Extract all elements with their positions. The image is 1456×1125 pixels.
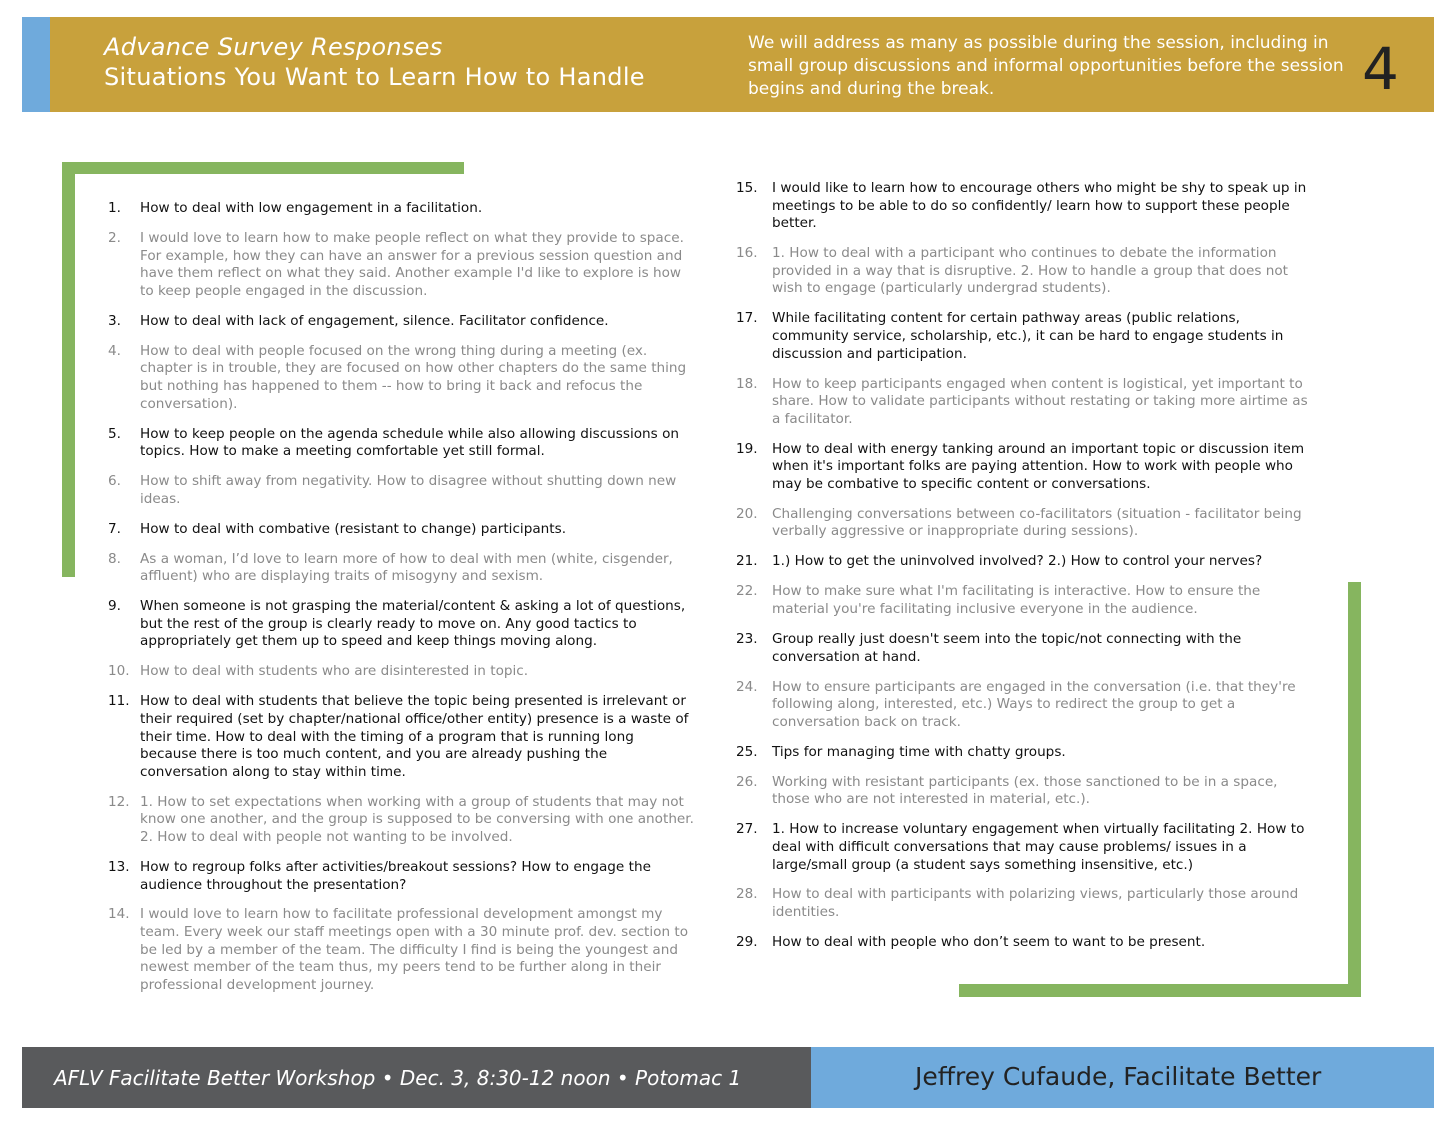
list-item (736, 553, 1308, 571)
list-item (736, 886, 1308, 921)
item-text: While facilitating content for certain pathway areas (public relations, community service, scholarship, etc.), it can be hard to engage students in discussion and participation. (772, 310, 1284, 362)
item-text: Tips for managing time with chatty groups. (772, 743, 1066, 760)
item-text: How to deal with people focused on the wrong thing during a meeting (ex. chapter is in trouble, they are focused on how other chapters do the same thing but nothing has happened to them -- how to bring it back and refocus the conversation). (140, 342, 687, 412)
item-text: I would like to learn how to encourage others who might be shy to speak up in meetings to be able to do so confidently/ learn how to support these people better. (772, 180, 1307, 232)
item-text: Challenging conversations between co-facilitators (situation - facilitator being verbally aggressive or inappropriate during sessions). (772, 505, 1302, 540)
item-number: 25. (736, 743, 758, 760)
page-number: 4 (1362, 35, 1399, 103)
item-number: 4. (108, 342, 121, 359)
item-number: 9. (108, 598, 121, 615)
item-text: How to deal with students who are disinterested in topic. (140, 663, 529, 680)
item-text: How to shift away from negativity. How to disagree without shutting down new ideas. (140, 473, 677, 507)
item-text: 1. How to increase voluntary engagement when virtually facilitating 2. How to deal with difficult conversations that may cause problems/ issues in a large/small group (a student says something insensitive, etc.) (772, 821, 1305, 873)
item-number: 2. (108, 229, 121, 246)
item-number: 10. (108, 663, 130, 680)
header-note: We will address as many as possible during the session, including in small group discussions and informal opportunities before the session begins and during the break. (748, 33, 1344, 99)
item-number: 26. (736, 773, 758, 790)
list-item (104, 663, 694, 681)
item-number: 18. (736, 375, 758, 392)
item-number: 21. (736, 553, 758, 570)
list-item (104, 200, 694, 218)
item-text: When someone is not grasping the material/content & asking a lot of questions, but the rest of the group is clearly ready to move on. Any good tactics to appropriately get them up to speed and keep things moving along. (140, 598, 686, 650)
item-number: 12. (108, 793, 130, 810)
item-text: I would love to learn how to facilitate professional development amongst my team. Every week our staff meetings open with a 30 minute prof. dev. section to be led by a member of the team. The difficulty I find is being the youngest and newest member of the team thus, my peers tend to be further along in their professional development journey. (140, 906, 689, 993)
item-number: 17. (736, 310, 758, 327)
item-text: How to deal with lack of engagement, silence. Facilitator confidence. (140, 312, 609, 329)
item-number: 7. (108, 520, 121, 537)
item-text: How to deal with people who don’t seem to want to be present. (772, 934, 1206, 951)
item-number: 22. (736, 583, 758, 600)
item-number: 27. (736, 821, 758, 838)
list-item (736, 376, 1308, 429)
list-item (104, 426, 694, 461)
item-text: 1. How to set expectations when working with a group of students that may not know one another, and the group is supposed to be conversing with one another. 2. How to deal with people not wanting to be involved. (140, 793, 694, 845)
list-item (736, 583, 1308, 618)
item-number: 13. (108, 858, 130, 875)
item-text: Working with resistant participants (ex. those sanctioned to be in a space, those who are not interested in material, etc.). (772, 773, 1278, 808)
item-text: How to deal with energy tanking around an important topic or discussion item when it's important folks are paying attention. How to work with people who may be combative to specific content or conversations. (772, 440, 1305, 492)
item-number: 24. (736, 678, 758, 695)
list-item (104, 313, 694, 331)
bracket-top-left-vertical (62, 162, 75, 577)
list-item (736, 506, 1308, 541)
list-item (104, 859, 694, 894)
list-item (736, 821, 1308, 874)
title-line-1: Advance Survey Responses (104, 33, 443, 61)
list-item (104, 521, 694, 539)
list-item (104, 906, 694, 994)
item-text: How to deal with combative (resistant to change) participants. (140, 520, 567, 537)
responses-list-right (736, 180, 1308, 964)
list-item (736, 679, 1308, 732)
item-text: I would love to learn how to make people reflect on what they provide to space. For example, how they can have an answer for a previous session question and have them reflect on what they said. Another example I'd like to explore is how to keep people engaged in the discussion. (140, 229, 684, 299)
item-text: How to ensure participants are engaged in the conversation (i.e. that they're following along, interested, etc.) Ways to redirect the group to get a conversation back on track. (772, 678, 1296, 730)
list-item (104, 230, 694, 300)
item-number: 6. (108, 473, 121, 490)
item-text: How to deal with participants with polarizing views, particularly those around identities. (772, 886, 1299, 921)
title-line-2: Situations You Want to Learn How to Handle (104, 63, 645, 91)
item-number: 5. (108, 425, 121, 442)
bracket-top-left-horizontal (62, 162, 464, 174)
page-title (104, 32, 645, 92)
list-item (104, 598, 694, 651)
item-number: 14. (108, 906, 130, 923)
list-item (736, 934, 1308, 952)
item-text: How to keep participants engaged when content is logistical, yet important to share. How to validate participants without restating or taking more airtime as a facilitator. (772, 375, 1308, 427)
list-item (104, 693, 694, 781)
list-item (104, 343, 694, 413)
item-number: 16. (736, 245, 758, 262)
item-number: 8. (108, 550, 121, 567)
item-number: 20. (736, 505, 758, 522)
list-item (736, 245, 1308, 298)
item-number: 3. (108, 312, 121, 329)
item-text: How to deal with low engagement in a facilitation. (140, 200, 483, 216)
bracket-bottom-right-horizontal (959, 984, 1361, 997)
list-item (736, 310, 1308, 363)
item-text: How to regroup folks after activities/breakout sessions? How to engage the audience throughout the presentation? (140, 858, 651, 893)
list-item (104, 473, 694, 508)
item-text: How to deal with students that believe the topic being presented is irrelevant or their required (set by chapter/national office/other entity) presence is a waste of their time. How to deal with the timing of a program that is running long because there is too much content, and you are already pushing the conversation along to stay within time. (140, 693, 689, 780)
footer-presenter: Jeffrey Cufaude, Facilitate Better (915, 1062, 1322, 1091)
item-number: 29. (736, 934, 758, 951)
item-text: 1.) How to get the uninvolved involved? 2.) How to control your nerves? (772, 553, 1263, 570)
header-accent-bar (22, 17, 50, 112)
footer-event-info: AFLV Facilitate Better Workshop • Dec. 3, 8:30-12 noon • Potomac 1 (54, 1066, 742, 1090)
item-number: 19. (736, 440, 758, 457)
list-item (104, 551, 694, 586)
responses-list-left (104, 200, 694, 1007)
item-number: 1. (108, 200, 121, 216)
item-number: 15. (736, 180, 758, 196)
list-item (736, 631, 1308, 666)
item-text: 1. How to deal with a participant who continues to debate the information provided in a way that is disruptive. 2. How to handle a group that does not wish to engage (particularly undergrad students). (772, 245, 1289, 297)
item-number: 28. (736, 886, 758, 903)
list-item (736, 180, 1308, 233)
item-text: How to keep people on the agenda schedule while also allowing discussions on topics. How to make a meeting comfortable yet still formal. (140, 425, 679, 460)
item-text: Group really just doesn't seem into the topic/not connecting with the conversation at hand. (772, 631, 1242, 665)
list-item (736, 744, 1308, 762)
item-number: 11. (108, 693, 130, 710)
bracket-bottom-right-vertical (1348, 582, 1361, 997)
list-item (736, 441, 1308, 494)
list-item (736, 774, 1308, 809)
list-item (104, 794, 694, 847)
item-text: As a woman, I’d love to learn more of how to deal with men (white, cisgender, affluent) who are displaying traits of misogyny and sexism. (140, 550, 673, 585)
item-text: How to make sure what I'm facilitating is interactive. How to ensure the material you're facilitating inclusive everyone in the audience. (772, 583, 1261, 618)
item-number: 23. (736, 631, 758, 647)
